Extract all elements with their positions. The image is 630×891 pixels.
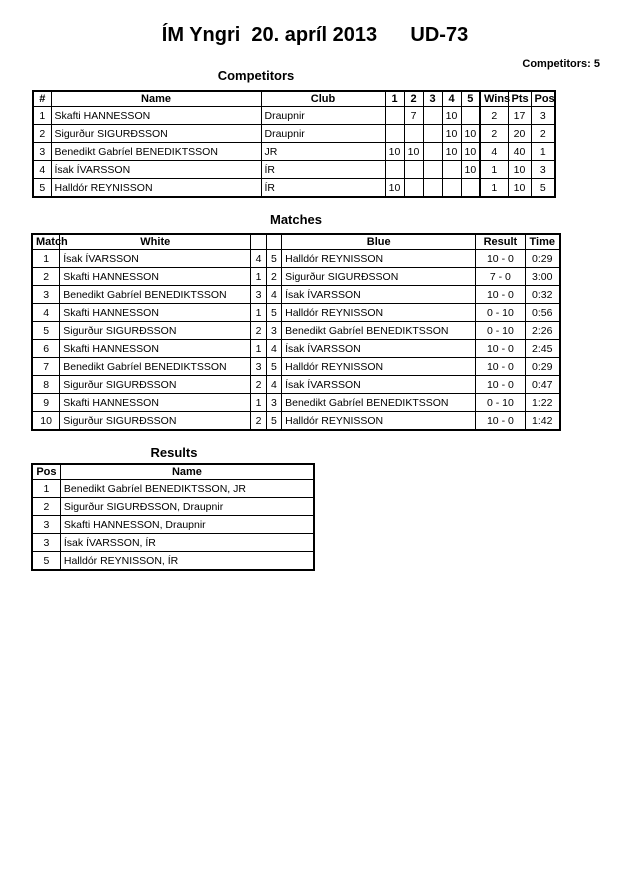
competitor-club: ÍR (261, 161, 385, 179)
match-number: 10 (32, 412, 60, 431)
col-num: # (33, 91, 51, 107)
blue-name: Benedikt Gabríel BENEDIKTSSON (282, 394, 476, 412)
matches-header-row (32, 234, 560, 250)
match-row (32, 412, 560, 431)
competitor-wins: 1 (480, 179, 508, 198)
competitor-name: Benedikt Gabríel BENEDIKTSSON (51, 143, 261, 161)
score-cell: 10 (461, 161, 480, 179)
match-result: 10 - 0 (476, 412, 525, 431)
competitor-name: Sigurður SIGURÐSSON (51, 125, 261, 143)
blue-number: 4 (266, 286, 281, 304)
col-pts: Pts (508, 91, 531, 107)
competitor-club: JR (261, 143, 385, 161)
score-cell (404, 179, 423, 198)
white-name: Benedikt Gabríel BENEDIKTSSON (60, 358, 251, 376)
match-time: 0:29 (525, 250, 560, 268)
score-cell (423, 179, 442, 198)
blue-number: 5 (266, 412, 281, 431)
match-row (32, 376, 560, 394)
white-name: Benedikt Gabríel BENEDIKTSSON (60, 286, 251, 304)
result-row (32, 552, 314, 571)
col-time: Time (525, 234, 560, 250)
result-position: 1 (32, 480, 60, 498)
col-wins: Wins (480, 91, 508, 107)
blue-name: Ísak ÍVARSSON (282, 340, 476, 358)
white-name: Sigurður SIGURÐSSON (60, 322, 251, 340)
match-time: 2:45 (525, 340, 560, 358)
white-number: 2 (251, 412, 266, 431)
competitor-name: Skafti HANNESSON (51, 107, 261, 125)
match-number: 8 (32, 376, 60, 394)
competitor-row (33, 179, 555, 198)
blue-name: Ísak ÍVARSSON (282, 376, 476, 394)
match-time: 3:00 (525, 268, 560, 286)
competitor-position: 2 (531, 125, 555, 143)
match-result: 10 - 0 (476, 340, 525, 358)
match-number: 1 (32, 250, 60, 268)
match-row (32, 358, 560, 376)
white-number: 1 (251, 394, 266, 412)
match-time: 0:29 (525, 358, 560, 376)
competitor-points: 10 (508, 161, 531, 179)
competitor-row (33, 125, 555, 143)
result-row (32, 498, 314, 516)
result-name: Ísak ÍVARSSON, ÍR (60, 534, 314, 552)
blue-number: 3 (266, 322, 281, 340)
match-number: 9 (32, 394, 60, 412)
match-result: 0 - 10 (476, 322, 525, 340)
white-name: Sigurður SIGURÐSSON (60, 376, 251, 394)
col-match: Match (32, 234, 60, 250)
match-result: 7 - 0 (476, 268, 525, 286)
col-5: 5 (461, 91, 480, 107)
result-position: 3 (32, 534, 60, 552)
match-time: 0:56 (525, 304, 560, 322)
blue-name: Halldór REYNISSON (282, 304, 476, 322)
col-4: 4 (442, 91, 461, 107)
match-number: 6 (32, 340, 60, 358)
score-cell (442, 161, 461, 179)
col-blue: Blue (282, 234, 476, 250)
competitor-points: 10 (508, 179, 531, 198)
score-cell (423, 125, 442, 143)
match-number: 2 (32, 268, 60, 286)
blue-name: Sigurður SIGURÐSSON (282, 268, 476, 286)
blue-number: 4 (266, 340, 281, 358)
match-row (32, 394, 560, 412)
match-result: 10 - 0 (476, 286, 525, 304)
score-cell: 7 (404, 107, 423, 125)
white-name: Sigurður SIGURÐSSON (60, 412, 251, 431)
result-name: Benedikt Gabríel BENEDIKTSSON, JR (60, 480, 314, 498)
score-cell (423, 143, 442, 161)
col-white: White (60, 234, 251, 250)
match-time: 1:22 (525, 394, 560, 412)
match-result: 10 - 0 (476, 358, 525, 376)
score-cell: 10 (461, 125, 480, 143)
blue-number: 5 (266, 250, 281, 268)
match-result: 10 - 0 (476, 376, 525, 394)
match-row (32, 250, 560, 268)
blue-number: 4 (266, 376, 281, 394)
competitors-table (32, 90, 556, 198)
white-number: 1 (251, 340, 266, 358)
match-number: 3 (32, 286, 60, 304)
match-row (32, 286, 560, 304)
white-number: 3 (251, 358, 266, 376)
match-result: 0 - 10 (476, 304, 525, 322)
page-title: ÍM Yngri 20. apríl 2013 UD-73 (161, 24, 469, 46)
competitor-points: 20 (508, 125, 531, 143)
competitor-position: 3 (531, 107, 555, 125)
score-cell: 10 (442, 143, 461, 161)
competitor-points: 40 (508, 143, 531, 161)
result-position: 5 (32, 552, 60, 571)
competitor-number: 5 (33, 179, 51, 198)
col-blue-num (266, 234, 281, 250)
results-title: Results (150, 445, 198, 460)
competitor-row (33, 107, 555, 125)
score-cell (385, 107, 404, 125)
col-name: Name (51, 91, 261, 107)
white-number: 2 (251, 376, 266, 394)
score-cell (461, 107, 480, 125)
competitor-position: 1 (531, 143, 555, 161)
blue-name: Benedikt Gabríel BENEDIKTSSON (282, 322, 476, 340)
white-name: Skafti HANNESSON (60, 304, 251, 322)
blue-name: Halldór REYNISSON (282, 250, 476, 268)
competitor-number: 4 (33, 161, 51, 179)
match-row (32, 304, 560, 322)
competitor-name: Ísak ÍVARSSON (51, 161, 261, 179)
col-name: Name (60, 464, 314, 480)
competitor-number: 1 (33, 107, 51, 125)
competitor-row (33, 161, 555, 179)
score-cell (404, 161, 423, 179)
white-number: 1 (251, 304, 266, 322)
competitor-name: Halldór REYNISSON (51, 179, 261, 198)
competitor-club: Draupnir (261, 125, 385, 143)
score-cell: 10 (385, 179, 404, 198)
score-cell (385, 125, 404, 143)
result-row (32, 516, 314, 534)
results-header-row (32, 464, 314, 480)
blue-name: Halldór REYNISSON (282, 358, 476, 376)
score-cell: 10 (442, 125, 461, 143)
match-number: 4 (32, 304, 60, 322)
result-row (32, 480, 314, 498)
competitor-position: 5 (531, 179, 555, 198)
col-result: Result (476, 234, 525, 250)
result-row (32, 534, 314, 552)
blue-number: 5 (266, 304, 281, 322)
col-2: 2 (404, 91, 423, 107)
col-3: 3 (423, 91, 442, 107)
result-position: 2 (32, 498, 60, 516)
match-time: 2:26 (525, 322, 560, 340)
score-cell: 10 (404, 143, 423, 161)
competitor-wins: 2 (480, 107, 508, 125)
competitors-count: Competitors: 5 (522, 58, 600, 70)
competitor-wins: 1 (480, 161, 508, 179)
score-cell (385, 161, 404, 179)
score-cell (423, 161, 442, 179)
col-pos: Pos (531, 91, 555, 107)
competitors-title: Competitors (217, 68, 295, 83)
score-cell (461, 179, 480, 198)
col-pos: Pos (32, 464, 60, 480)
competitor-number: 2 (33, 125, 51, 143)
white-name: Skafti HANNESSON (60, 340, 251, 358)
blue-name: Halldór REYNISSON (282, 412, 476, 431)
col-1: 1 (385, 91, 404, 107)
result-name: Skafti HANNESSON, Draupnir (60, 516, 314, 534)
white-number: 3 (251, 286, 266, 304)
competitor-row (33, 143, 555, 161)
competitor-club: ÍR (261, 179, 385, 198)
score-cell: 10 (442, 107, 461, 125)
matches-table (31, 233, 561, 431)
match-row (32, 322, 560, 340)
competitor-position: 3 (531, 161, 555, 179)
score-cell: 10 (385, 143, 404, 161)
result-name: Halldór REYNISSON, ÍR (60, 552, 314, 571)
competitor-club: Draupnir (261, 107, 385, 125)
white-number: 4 (251, 250, 266, 268)
match-number: 5 (32, 322, 60, 340)
match-result: 0 - 10 (476, 394, 525, 412)
score-cell (404, 125, 423, 143)
col-club: Club (261, 91, 385, 107)
result-name: Sigurður SIGURÐSSON, Draupnir (60, 498, 314, 516)
score-cell (442, 179, 461, 198)
match-time: 0:47 (525, 376, 560, 394)
blue-number: 5 (266, 358, 281, 376)
competitor-points: 17 (508, 107, 531, 125)
score-cell (423, 107, 442, 125)
competitor-wins: 4 (480, 143, 508, 161)
match-time: 0:32 (525, 286, 560, 304)
competitor-number: 3 (33, 143, 51, 161)
white-name: Skafti HANNESSON (60, 394, 251, 412)
blue-number: 2 (266, 268, 281, 286)
blue-name: Ísak ÍVARSSON (282, 286, 476, 304)
white-number: 2 (251, 322, 266, 340)
white-name: Skafti HANNESSON (60, 268, 251, 286)
col-white-num (251, 234, 266, 250)
match-row (32, 268, 560, 286)
result-position: 3 (32, 516, 60, 534)
white-number: 1 (251, 268, 266, 286)
score-cell: 10 (461, 143, 480, 161)
match-time: 1:42 (525, 412, 560, 431)
matches-title: Matches (269, 212, 323, 227)
match-row (32, 340, 560, 358)
competitor-wins: 2 (480, 125, 508, 143)
competitors-header-row (33, 91, 555, 107)
blue-number: 3 (266, 394, 281, 412)
match-number: 7 (32, 358, 60, 376)
white-name: Ísak ÍVARSSON (60, 250, 251, 268)
match-result: 10 - 0 (476, 250, 525, 268)
results-table (31, 463, 315, 571)
